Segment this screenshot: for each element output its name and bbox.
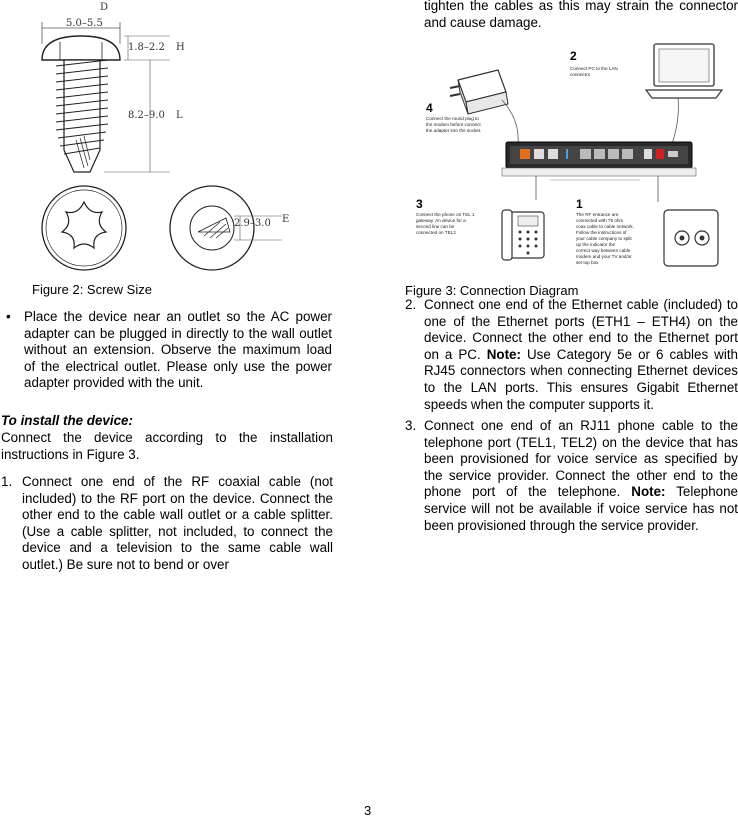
svg-text:The RF entrance are: The RF entrance are [576, 212, 619, 217]
step-text-part: Telephone service will not be available if voice service has not been provisioned through the service provider. [424, 484, 738, 533]
step-text [424, 418, 738, 534]
figure-3-caption: Figure 3: Connection Diagram [405, 283, 579, 298]
dim-label: 8.2–9.0 [128, 110, 165, 121]
step-1 [1, 474, 333, 574]
dim-label: 2.9–3.0 [234, 218, 271, 229]
connection-diagram [410, 40, 730, 276]
power-outlet-bullet [6, 309, 332, 392]
svg-text:modem and your TV and/or: modem and your TV and/or [576, 254, 632, 259]
svg-text:correct way between cable: correct way between cable [576, 248, 631, 253]
laptop-icon [646, 44, 722, 98]
figure-2-caption: Figure 2: Screw Size [32, 282, 152, 297]
svg-text:connector: connector [570, 72, 591, 77]
svg-text:coax cable to cable network.: coax cable to cable network. [576, 224, 634, 229]
step-text-part: Connect one end of an RJ11 phone cable to the telephone port (TEL1, TEL2) on the device that has been provisioned for voice service as specified by the service provider. Connect the other end to the phone port of the telephone. [424, 418, 738, 500]
step-text [424, 297, 738, 413]
dim-label: L [176, 110, 183, 121]
step-text-part: Use Category 5e or 6 cables with RJ45 connectors when connecting Ethernet devices to the LAN ports. This ensures Gigabit Ethernet speeds when the computer supports it. [424, 346, 738, 412]
svg-text:Connect PC to the LAN: Connect PC to the LAN [570, 66, 618, 71]
svg-text:Connect the phone on TEL 1: Connect the phone on TEL 1 [416, 212, 475, 217]
dim-label: 5.0–5.5 [66, 18, 103, 29]
dim-label: E [282, 214, 290, 225]
svg-text:second line can be: second line can be [416, 224, 455, 229]
power-adapter-icon [450, 70, 508, 114]
svg-text:connected with 75 ohm: connected with 75 ohm [576, 218, 624, 223]
telephone-icon [502, 210, 544, 260]
svg-text:gateway. An device for a: gateway. An device for a [416, 218, 466, 223]
step-number: 2. [405, 297, 417, 312]
callout-number: 4 [426, 101, 433, 115]
coax-wall-outlet-icon [664, 210, 718, 266]
note-label: Note: [631, 484, 666, 500]
dim-label: D [100, 2, 109, 13]
svg-text:your cable company to split: your cable company to split [576, 236, 632, 241]
note-label: Note: [486, 346, 521, 362]
svg-text:the adapter into the socket.: the adapter into the socket. [426, 128, 482, 133]
step-text: Connect one end of the RF coaxial cable (not included) to the RF port on the device. Connect the other end to the cable wall outlet or a cable splitter. (Use a cable splitter, not included, to connect the device and a television to the same cable wall outlet.) Be sure not to bend or over [22, 474, 333, 572]
step-number: 1. [1, 474, 13, 489]
svg-text:set top box: set top box [576, 260, 599, 265]
page-number: 3 [364, 803, 372, 818]
continued-text: tighten the cables as this may strain the connector and cause damage. [424, 0, 738, 30]
svg-text:Connect the round plug to: Connect the round plug to [426, 116, 479, 121]
svg-text:connected on TEL2: connected on TEL2 [416, 230, 456, 235]
router-icon [502, 142, 696, 176]
dim-label: 1.8–2.2 [128, 42, 165, 53]
svg-text:the modem before connect: the modem before connect [426, 122, 481, 127]
step-number: 3. [405, 418, 417, 433]
bullet-text: Place the device near an outlet so the AC power adapter can be plugged in directly to the wall outlet without an extension. Observe the maximum load of the electrical outlet. Please only use the power adapter provided with the unit. [24, 309, 332, 391]
install-heading: To install the device: [1, 413, 133, 428]
dim-label: H [176, 42, 185, 53]
callout-number: 3 [416, 197, 423, 211]
step-text-part: Connect one end of the Ethernet cable (included) to one of the Ethernet ports (ETH1 – ETH4) on the device. Connect the other end to the Ethernet port on a PC. [424, 297, 738, 362]
callout-number: 1 [576, 197, 583, 211]
callout-number: 2 [570, 49, 577, 63]
install-intro: Connect the device according to the installation instructions in Figure 3. [1, 430, 333, 462]
bullet-icon: • [6, 309, 11, 324]
screw-size-figure [20, 0, 320, 275]
svg-text:up the indicator the: up the indicator the [576, 242, 616, 247]
step-3 [405, 418, 738, 534]
step-2 [405, 297, 738, 413]
svg-text:Follow the instructions of: Follow the instructions of [576, 230, 627, 235]
